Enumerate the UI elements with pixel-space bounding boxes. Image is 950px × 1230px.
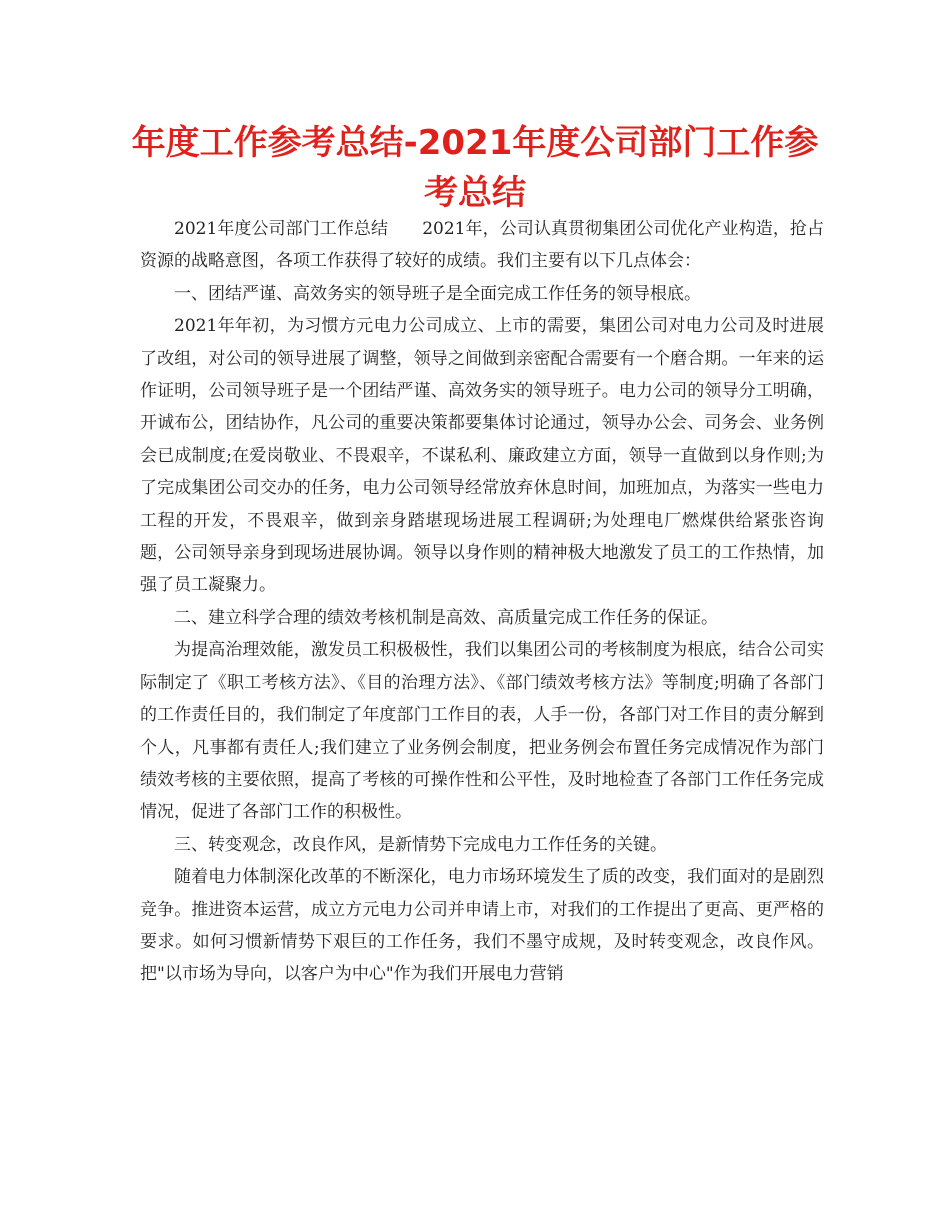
paragraph-heading-1: 一、团结严谨、高效务实的领导班子是全面完成工作任务的领导根底。 bbox=[174, 283, 701, 304]
paragraph-heading-2: 二、建立科学合理的绩效考核机制是高效、高质量完成工作任务的保证。 bbox=[174, 607, 718, 628]
paragraph-intro: 2021年度公司部门工作总结 2021年，公司认真贯彻集团公司优化产业构造，抢占资源的战略意图，各项工作获得了较好的成绩。我们主要有以下几点体会： bbox=[140, 219, 824, 272]
paragraph-body-2: 为提高治理效能，激发员工积极极性，我们以集团公司的考核制度为根底，结合公司实际制定了《职工考核方法》、《目的治理方法》、《部门绩效考核方法》等制度;明确了各部门的工作责任目的，我们制定了年度部门工作目的表，人手一份，各部门对工作目的责分解到个人，凡事都有责任人;我们建立了业务例会制度，把业务例会布置任务完成情况作为部门绩效考核的主要依照，提高了考核的可操作性和公平性，及时地检查了各部门工作任务完成情况，促进了各部门工作的积极性。 bbox=[140, 640, 824, 823]
paragraph-body-3: 随着电力体制深化改革的不断深化，电力市场环境发生了质的改变，我们面对的是剧烈竞争。推进资本运营，成立方元电力公司并申请上市，对我们的工作提出了更高、更严格的要求。如何习惯新情势下艰巨的工作任务，我们不墨守成规，及时转变观念，改良作风。把"以市场为导向，以客户为中心"作为我们开展电力营销 bbox=[140, 867, 824, 985]
document-body bbox=[140, 213, 824, 991]
paragraph-heading-3: 三、转变观念，改良作风，是新情势下完成电力工作任务的关键。 bbox=[174, 834, 667, 855]
paragraph-body-1: 2021年年初，为习惯方元电力公司成立、上市的需要，集团公司对电力公司及时进展了改组，对公司的领导进展了调整，领导之间做到亲密配合需要有一个磨合期。一年来的运作证明，公司领导班子是一个团结严谨、高效务实的领导班子。电力公司的领导分工明确，开诚布公，团结协作，凡公司的重要决策都要集体讨论通过，领导办公会、司务会、业务例会已成制度;在爱岗敬业、不畏艰辛，不谋私利、廉政建立方面，领导一直做到以身作则;为了完成集团公司交办的任务，电力公司领导经常放弃休息时间，加班加点，为落实一些电力工程的开发，不畏艰辛，做到亲身踏堪现场进展工程调研;为处理电厂燃煤供给紧张咨询题，公司领导亲身到现场进展协调。领导以身作则的精神极大地激发了员工的工作热情，加强了员工凝聚力。 bbox=[140, 316, 824, 596]
document-title: 年度工作参考总结-2021年度公司部门工作参考总结 bbox=[131, 123, 819, 213]
